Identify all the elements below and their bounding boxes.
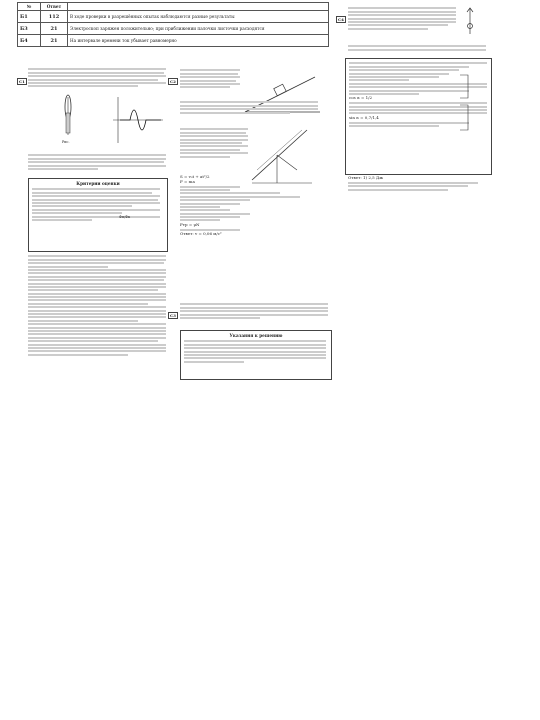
- c4-formula-sin: sin α = 0,7/1,4: [349, 114, 379, 120]
- task-number-c4: C4: [338, 17, 344, 22]
- c1-text-block: [28, 67, 168, 89]
- task-number-c1: C1: [19, 79, 25, 84]
- table-header-answer: Ответ: [41, 3, 68, 11]
- c4-brace-figure: [460, 70, 488, 150]
- table-cell-answer: 21: [41, 23, 68, 35]
- c2-text-block: [180, 68, 240, 90]
- c1-text-block-2: [28, 153, 168, 171]
- task-number-c3: C3: [170, 313, 176, 318]
- c1-ratio: Фп/Фк: [119, 215, 131, 219]
- task-label-c2: [168, 68, 178, 87]
- c3-solution-box: [180, 330, 332, 380]
- c1-criteria-box: [28, 178, 168, 252]
- c4-formula-cos: cos α = 1/2: [349, 95, 373, 101]
- c2-formulas: [180, 175, 320, 237]
- answers-table: [17, 2, 329, 47]
- table-cell-id: Б1: [18, 11, 41, 23]
- c2-answer-2: Fтр = μN: [180, 221, 200, 227]
- task-label-c4: [336, 6, 346, 25]
- table-cell-answer: 112: [41, 11, 68, 23]
- c1-criteria-title: Критерии оценки: [76, 181, 120, 186]
- task-label-c3: [168, 302, 178, 321]
- table-header-num: №: [18, 3, 41, 11]
- table-cell-answer: 21: [41, 35, 68, 47]
- c1-figure: [28, 95, 168, 150]
- c4-text-block: [348, 6, 458, 31]
- c3-solution-title: Указания к решению: [229, 333, 283, 338]
- table-row: [18, 35, 329, 47]
- task-number-c2: C2: [170, 79, 176, 84]
- table-cell-text: Электроскоп заряжен положительно; при приближении палочки листочки расходятся: [68, 23, 329, 35]
- c4-figure: [460, 8, 485, 38]
- task-label-c1: [17, 68, 27, 87]
- table-header-text: [68, 3, 329, 11]
- c3-text-block: [180, 302, 330, 320]
- c1-figure-caption: Рис.: [62, 140, 70, 144]
- table-cell-text: В ходе проверки в разрешённых опытах наблюдаются разные результаты: [68, 11, 329, 23]
- c2-formula-1: S = v₀t + at²/2: [180, 174, 210, 179]
- c4-answer: Ответ: 1) 2,5 Дж: [348, 175, 383, 180]
- c4-answer-block: [348, 176, 488, 192]
- table-cell-text: На интервале времени ток убывает равномерно: [68, 35, 329, 47]
- c2-answer: Ответ: v = 0,06 м/с²: [180, 231, 222, 237]
- c1-solution-block: [28, 254, 168, 357]
- c4-text-block-2: [348, 44, 488, 52]
- table-row: [18, 11, 329, 23]
- table-row: [18, 23, 329, 35]
- c2-solution-block: [180, 127, 250, 159]
- table-header-row: [18, 3, 329, 11]
- table-cell-id: Б3: [18, 23, 41, 35]
- c2-formula-2: F = ma: [180, 178, 195, 184]
- c2-text-block-2: [180, 100, 320, 115]
- table-cell-id: Б4: [18, 35, 41, 47]
